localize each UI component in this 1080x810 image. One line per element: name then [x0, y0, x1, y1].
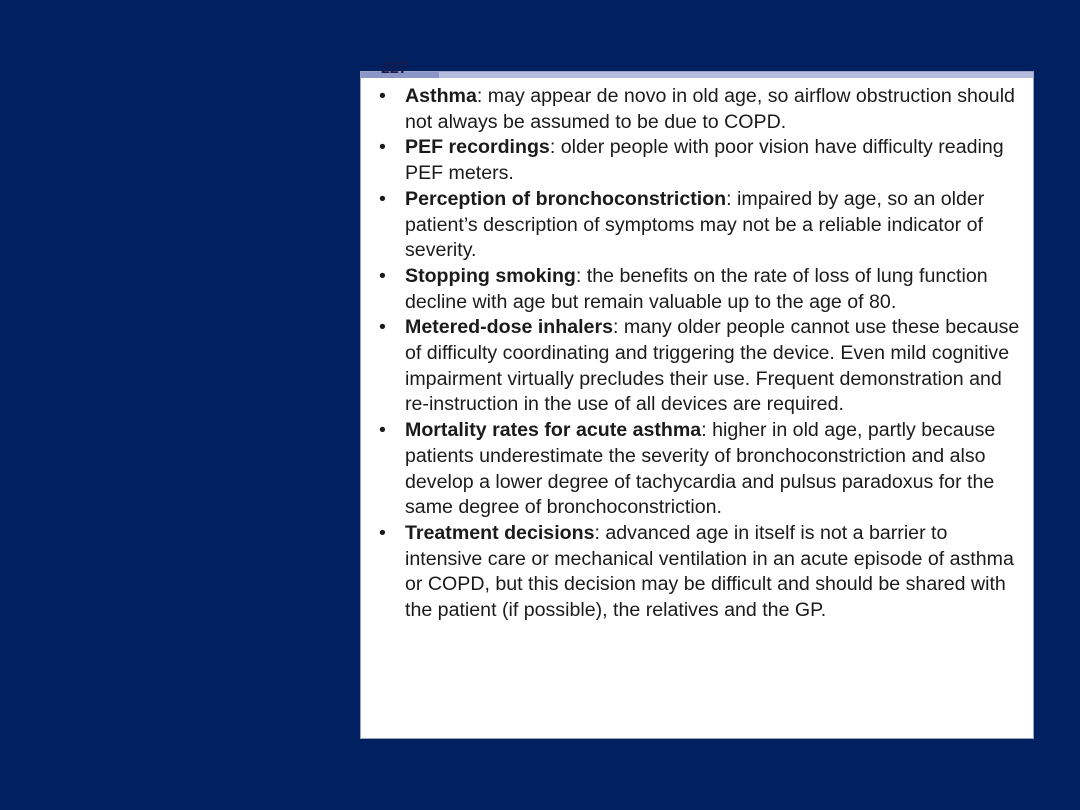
item-text: : older people with poor vision have difficulty reading PEF meters.: [405, 136, 1004, 185]
list-item: [379, 315, 1021, 418]
item-term: PEF recordings: [405, 136, 550, 159]
list-item: [379, 521, 1021, 624]
item-term: Treatment decisions: [405, 521, 595, 544]
bullet-icon: •: [379, 419, 386, 442]
panel-header-bar: [361, 72, 1033, 78]
bullet-icon: •: [379, 187, 386, 210]
panel-header-tab: [361, 60, 439, 78]
list-item: [379, 135, 1021, 186]
bullet-list: [379, 84, 1021, 624]
list-item: [379, 418, 1021, 521]
item-text: : impaired by age, so an older patient’s description of symptoms may not be a reliable indicator of severity.: [405, 187, 985, 262]
item-term: Metered-dose inhalers: [405, 316, 613, 339]
list-item: [379, 264, 1021, 315]
bullet-icon: •: [379, 85, 386, 107]
item-term: Mortality rates for acute asthma: [405, 419, 702, 442]
item-term: Perception of bronchoconstriction: [405, 187, 727, 210]
item-term: Asthma: [405, 85, 477, 107]
item-text: : may appear de novo in old age, so airflow obstruction should not always be assumed to be due to COPD.: [405, 85, 1015, 133]
text-panel: [360, 60, 1034, 739]
bullet-icon: •: [379, 521, 386, 544]
bullet-icon: •: [379, 316, 386, 339]
item-text: : higher in old age, partly because patients underestimate the severity of bronchoconstriction and also develop a lower degree of tachycardia and pulsus paradoxus for the same degree of bronchoconstriction.: [405, 419, 996, 519]
panel-tab-label: 227: [381, 60, 408, 77]
item-text: : advanced age in itself is not a barrier to intensive care or mechanical ventilation in an acute episode of asthma or COPD, but this decision may be difficult and should be shared with the patient (if possible), the relatives and the GP.: [405, 521, 1014, 622]
list-item: [379, 187, 1021, 264]
item-text: : the benefits on the rate of loss of lung function decline with age but remain valuable up to the age of 80.: [405, 264, 988, 313]
list-item: [379, 84, 1021, 135]
bullet-icon: •: [379, 264, 386, 287]
item-term: Stopping smoking: [405, 264, 576, 287]
bullet-icon: •: [379, 136, 386, 159]
item-text: : many older people cannot use these because of difficulty coordinating and triggering the device. Even mild cognitive impairment virtually precludes their use. Frequent demonstration and re-instruction in the use of all devices are required.: [405, 316, 1020, 416]
